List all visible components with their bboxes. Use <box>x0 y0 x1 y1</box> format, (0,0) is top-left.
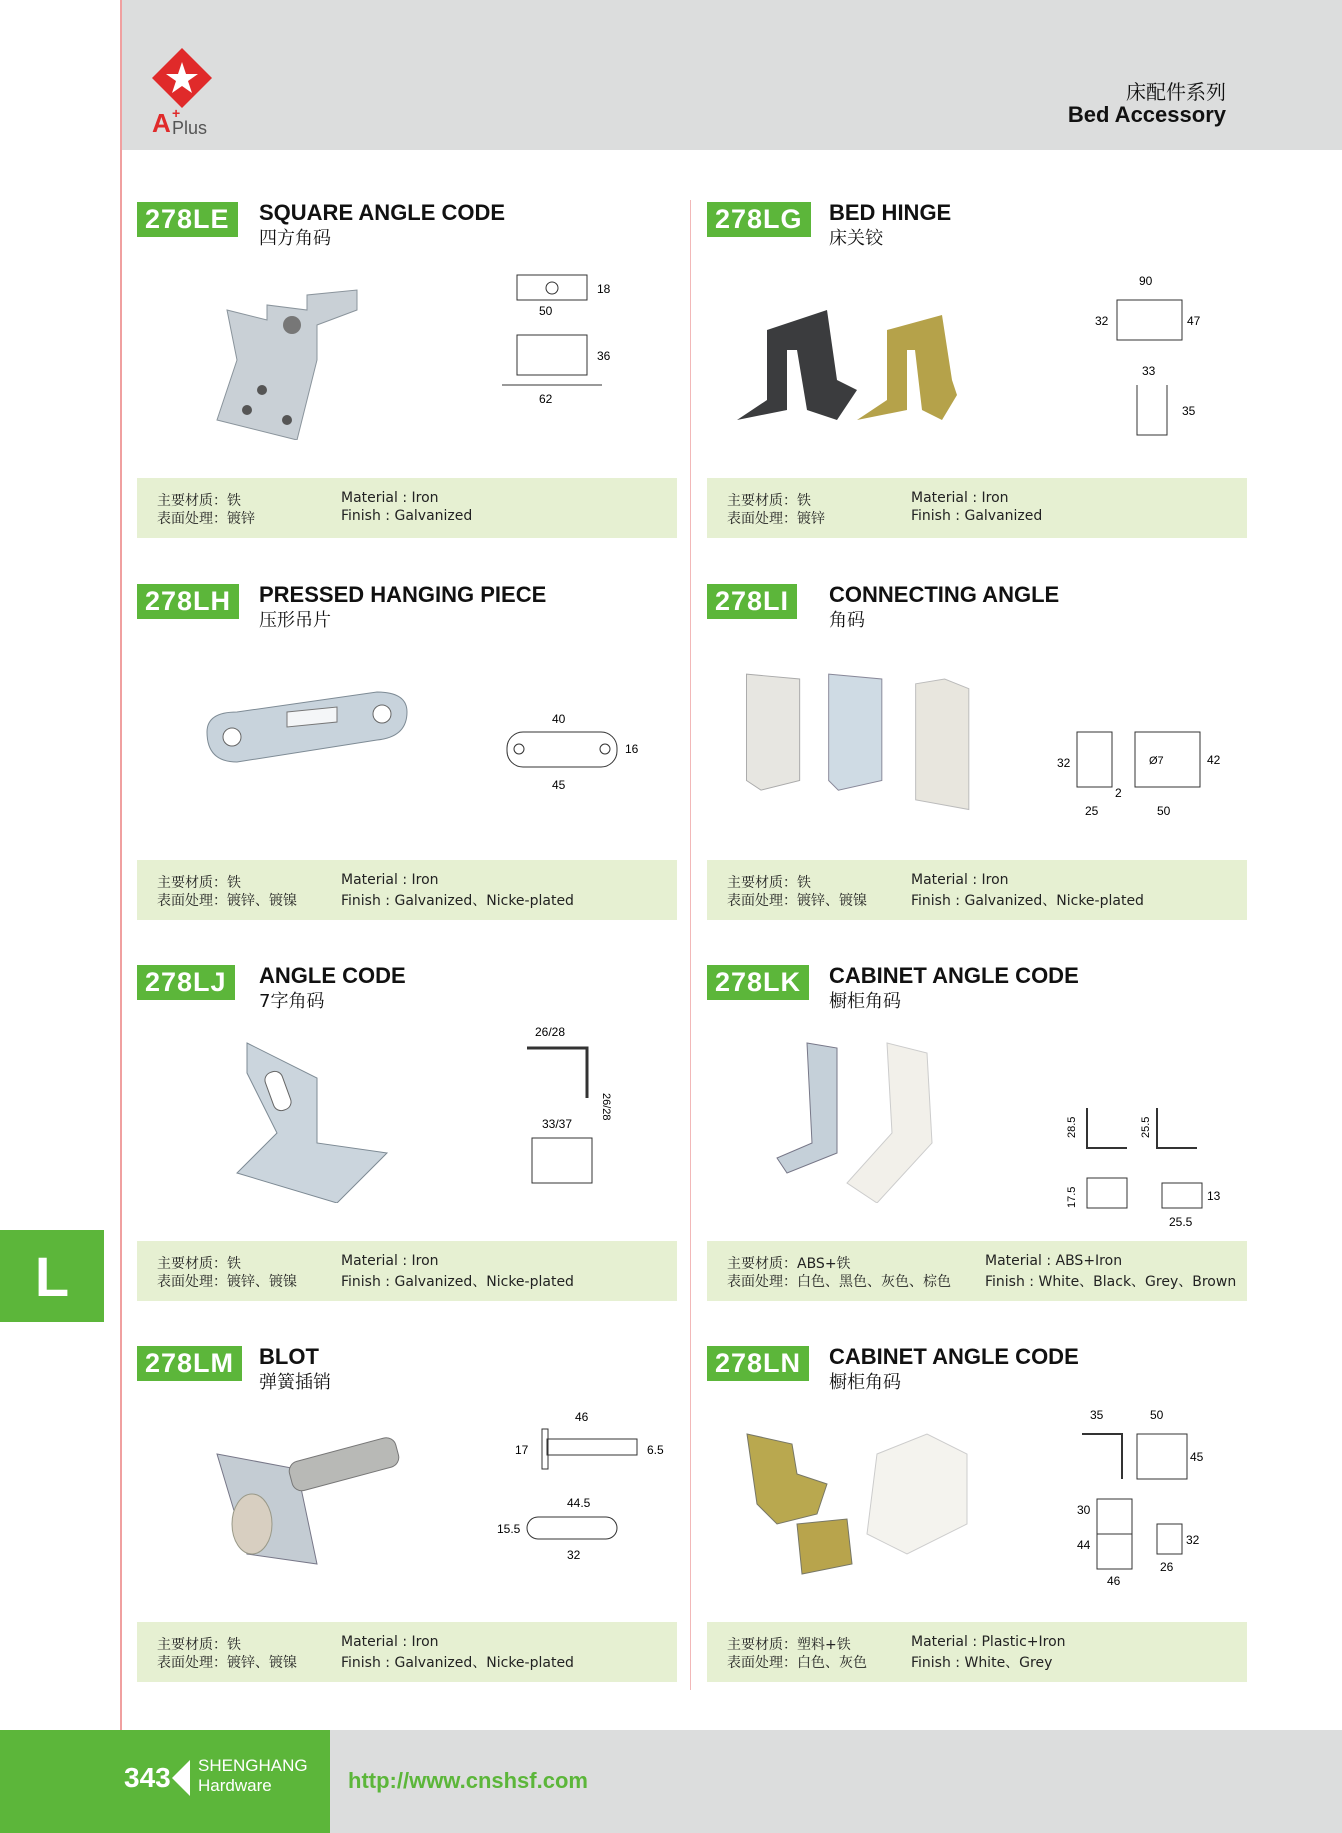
spec-cn-finish: 表面处理：白色、灰色 <box>727 1655 867 1671</box>
spec-cn-finish: 表面处理：白色、黑色、灰色、棕色 <box>727 1274 951 1290</box>
dim-label: 25 <box>1085 804 1099 818</box>
spec-panel <box>707 1622 1247 1682</box>
website-link[interactable]: http://www.cnshsf.com <box>348 1768 588 1793</box>
dimension-drawing <box>497 637 677 847</box>
product-card-278lg <box>707 200 1252 580</box>
dim-label: 50 <box>539 304 553 318</box>
product-code: 278LM <box>137 1346 242 1381</box>
dim-label: 2 <box>1115 786 1122 800</box>
spec-cn-finish: 表面处理：镀锌、镀镍 <box>727 893 867 909</box>
spec-cn-material: 主要材质：铁 <box>727 493 811 509</box>
section-title-cn: 床配件系列 <box>1126 80 1226 104</box>
spec-cn-material: 主要材质：塑料+铁 <box>727 1637 851 1653</box>
spec-en-finish: Finish : White、Black、Grey、Brown <box>985 1274 1237 1290</box>
footer <box>0 1730 1342 1833</box>
arrow-left-icon <box>172 1760 190 1796</box>
spec-cn-material: 主要材质：铁 <box>157 493 241 509</box>
product-name-cn: 床关铰 <box>829 228 883 249</box>
brand-name: SHENGHANG <box>198 1756 308 1775</box>
spec-cn-material: 主要材质：铁 <box>157 875 241 891</box>
spec-cn-material: 主要材质：ABS+铁 <box>727 1256 851 1272</box>
spec-panel <box>707 1241 1247 1301</box>
dim-label: 50 <box>1150 1408 1164 1422</box>
section-letter-tab: L <box>0 1230 104 1322</box>
spec-en-finish: Finish : Galvanized <box>341 508 473 524</box>
section-title-en: Bed Accessory <box>1067 102 1226 127</box>
dim-label: 30 <box>1077 1503 1091 1517</box>
product-name-cn: 橱柜角码 <box>829 991 901 1012</box>
svg-text:A: A <box>152 108 171 138</box>
spec-panel <box>707 478 1247 538</box>
product-name-en: SQUARE ANGLE CODE <box>259 200 506 225</box>
dim-label: 40 <box>552 712 566 726</box>
product-name-cn: 7字角码 <box>259 991 325 1012</box>
spec-en-material: Material : Iron <box>911 490 1009 506</box>
dim-label: 36 <box>597 349 611 363</box>
brand-subtitle: Hardware <box>198 1776 272 1795</box>
product-name-en: BED HINGE <box>829 200 952 225</box>
dim-label: 6.5 <box>647 1443 664 1457</box>
product-photo <box>207 1414 437 1584</box>
product-name-en: CABINET ANGLE CODE <box>829 1344 1079 1369</box>
dim-label: 47 <box>1187 314 1201 328</box>
dim-label: 44.5 <box>567 1496 591 1510</box>
product-code: 278LH <box>137 584 239 619</box>
dim-label: 26/28 <box>535 1025 566 1039</box>
left-divider <box>120 0 122 1740</box>
dim-label: 28.5 <box>1066 1116 1078 1138</box>
dim-label: 13 <box>1207 1189 1221 1203</box>
product-name-en: CONNECTING ANGLE <box>829 582 1060 607</box>
spec-en-material: Material : Iron <box>911 872 1009 888</box>
product-photo <box>727 270 957 440</box>
spec-en-finish: Finish : Galvanized、Nicke-plated <box>341 893 574 909</box>
product-name-cn: 橱柜角码 <box>829 1372 901 1393</box>
product-name-en: BLOT <box>259 1344 319 1369</box>
product-card-278le <box>137 200 682 580</box>
dim-label: 26/28 <box>600 1093 612 1121</box>
spec-panel <box>137 1622 677 1682</box>
product-name-en: PRESSED HANGING PIECE <box>259 582 547 607</box>
spec-panel <box>137 860 677 920</box>
spec-cn-finish: 表面处理：镀锌、镀镍 <box>157 1274 297 1290</box>
spec-en-material: Material : Iron <box>341 872 439 888</box>
spec-en-material: Material : Iron <box>341 1634 439 1650</box>
dim-label: Ø7 <box>1149 755 1164 767</box>
spec-en-finish: Finish : White、Grey <box>911 1655 1053 1671</box>
dim-label: 18 <box>597 282 611 296</box>
spec-cn-material: 主要材质：铁 <box>157 1637 241 1653</box>
dim-label: 45 <box>1190 1450 1204 1464</box>
dim-label: 33 <box>1142 364 1156 378</box>
product-card-278lh <box>137 582 682 962</box>
dim-label: 44 <box>1077 1538 1091 1552</box>
product-card-278ln <box>707 1344 1252 1724</box>
dim-label: 45 <box>552 778 566 792</box>
product-code: 278LK <box>707 965 809 1000</box>
dim-label: 62 <box>539 392 553 406</box>
dimension-drawing <box>1047 1018 1227 1228</box>
spec-cn-finish: 表面处理：镀锌、镀镍 <box>157 1655 297 1671</box>
product-card-278lm <box>137 1344 682 1724</box>
spec-en-finish: Finish : Galvanized、Nicke-plated <box>911 893 1144 909</box>
brand-logo <box>152 48 232 138</box>
spec-cn-material: 主要材质：铁 <box>157 1256 241 1272</box>
spec-en-finish: Finish : Galvanized <box>911 508 1043 524</box>
product-name-en: CABINET ANGLE CODE <box>829 963 1079 988</box>
product-card-278li <box>707 582 1252 962</box>
dim-label: 46 <box>1107 1574 1121 1588</box>
dim-label: 25.5 <box>1169 1215 1193 1228</box>
dim-label: 33/37 <box>542 1117 573 1131</box>
product-photo <box>732 652 1022 822</box>
dimension-drawing <box>497 255 677 465</box>
spec-en-material: Material : Iron <box>341 1253 439 1269</box>
dim-label: 32 <box>1095 314 1109 328</box>
product-card-278lk <box>707 963 1252 1343</box>
spec-cn-finish: 表面处理：镀锌 <box>157 511 255 527</box>
dim-label: 90 <box>1139 274 1153 288</box>
dimension-drawing <box>1062 1399 1242 1609</box>
product-code: 278LG <box>707 202 811 237</box>
dim-label: 15.5 <box>497 1522 521 1536</box>
dimension-drawing <box>1057 637 1237 847</box>
svg-text:Plus: Plus <box>172 118 208 138</box>
product-name-cn: 四方角码 <box>259 228 331 249</box>
dim-label: 50 <box>1157 804 1171 818</box>
spec-en-finish: Finish : Galvanized、Nicke-plated <box>341 1274 574 1290</box>
product-photo <box>227 1033 457 1203</box>
spec-en-material: Material : ABS+Iron <box>985 1253 1123 1269</box>
product-code: 278LI <box>707 584 797 619</box>
dimension-drawing <box>1067 255 1247 465</box>
dimension-drawing <box>497 1018 677 1228</box>
product-code: 278LJ <box>137 965 235 1000</box>
spec-en-material: Material : Plastic+Iron <box>911 1634 1066 1650</box>
product-photo <box>197 270 427 440</box>
dim-label: 32 <box>1186 1533 1200 1547</box>
dim-label: 26 <box>1160 1560 1174 1574</box>
dim-label: 17 <box>515 1443 529 1457</box>
dim-label: 16 <box>625 742 639 756</box>
spec-en-material: Material : Iron <box>341 490 439 506</box>
product-card-278lj <box>137 963 682 1343</box>
spec-panel <box>707 860 1247 920</box>
spec-cn-finish: 表面处理：镀锌、镀镍 <box>157 893 297 909</box>
product-code: 278LN <box>707 1346 809 1381</box>
spec-panel <box>137 478 677 538</box>
dim-label: 46 <box>575 1410 589 1424</box>
svg-text:+: + <box>172 105 181 121</box>
product-name-cn: 角码 <box>829 610 865 631</box>
product-name-en: ANGLE CODE <box>259 963 406 988</box>
product-photo <box>767 1033 997 1203</box>
spec-en-finish: Finish : Galvanized、Nicke-plated <box>341 1655 574 1671</box>
dim-label: 35 <box>1090 1408 1104 1422</box>
product-photo <box>737 1414 997 1584</box>
dim-label: 25.5 <box>1140 1116 1152 1138</box>
product-name-cn: 压形吊片 <box>259 610 331 631</box>
product-name-cn: 弹簧插销 <box>259 1372 331 1393</box>
spec-cn-material: 主要材质：铁 <box>727 875 811 891</box>
dim-label: 35 <box>1182 404 1196 418</box>
page-number: 343 <box>124 1762 171 1793</box>
center-divider <box>690 200 691 1690</box>
spec-cn-finish: 表面处理：镀锌 <box>727 511 825 527</box>
product-photo <box>197 652 427 822</box>
product-code: 278LE <box>137 202 238 237</box>
dim-label: 42 <box>1207 753 1221 767</box>
dim-label: 32 <box>1057 756 1071 770</box>
dimension-drawing <box>497 1399 677 1609</box>
dim-label: 17.5 <box>1066 1186 1078 1208</box>
dim-label: 32 <box>567 1548 581 1562</box>
spec-panel <box>137 1241 677 1301</box>
